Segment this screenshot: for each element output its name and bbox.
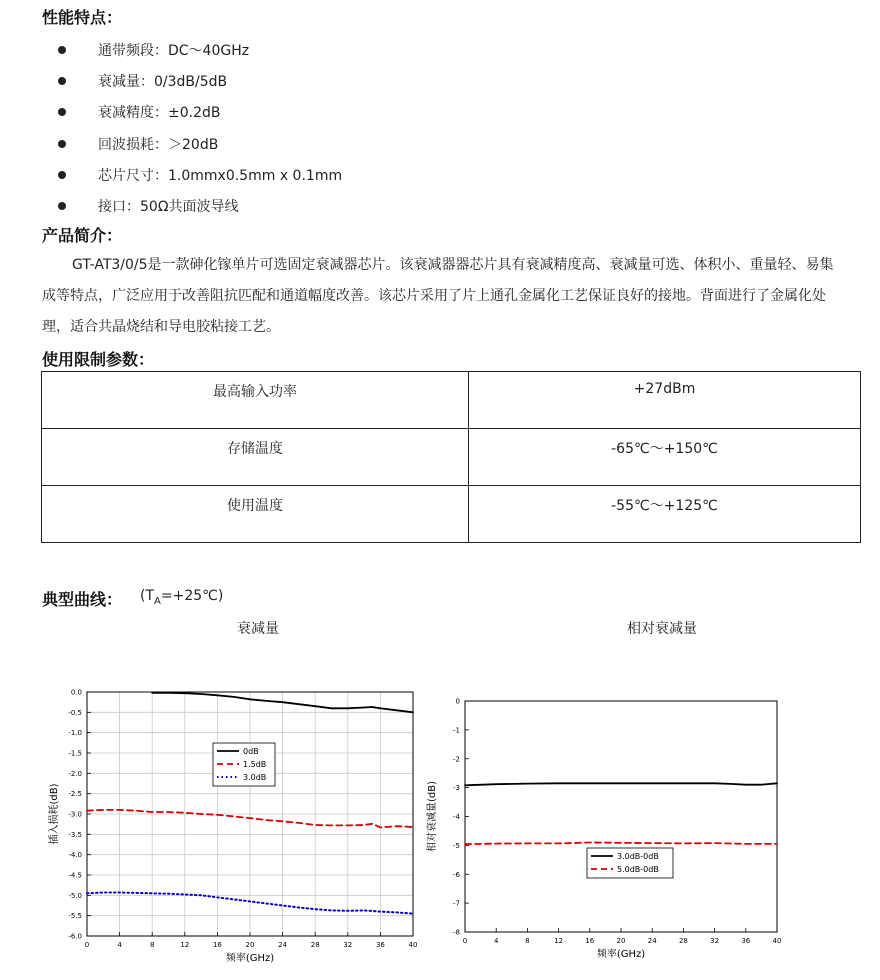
y-tick-label: 0 [455,697,460,706]
param-value: +27dBm [469,372,861,429]
attenuation-chart [0,680,440,980]
plot-frame [465,701,777,932]
y-tick-label: -2.0 [68,769,82,778]
feature-item: 芯片尺寸：1.0mmx0.5mm x 0.1mm [58,159,342,190]
x-tick-label: 4 [493,937,499,945]
legend-label: 1.5dB [243,760,267,769]
x-tick-label: 28 [678,937,688,945]
y-tick-label: -3 [453,784,460,793]
x-tick-label: 20 [245,941,255,949]
features-heading: 性能特点： [42,8,123,27]
y-tick-label: 0.0 [70,688,82,697]
y-tick-label: -5.5 [68,912,82,921]
legend-label: 3.0dB [243,773,267,782]
param-value: -65℃～+150℃ [469,429,861,486]
legend-label: 3.0dB-0dB [617,852,659,861]
y-tick-label: -4 [453,813,460,821]
y-tick-label: -1.5 [68,749,82,758]
intro-heading: 产品简介： [42,226,123,245]
legend-label: 0dB [243,747,259,756]
bullet-icon [58,108,66,116]
x-tick-label: 8 [525,937,530,945]
param-name: 存储温度 [42,429,469,486]
x-tick-label: 16 [212,941,222,949]
y-tick-label: -6.0 [68,932,82,941]
y-tick-label: -4.5 [68,871,82,880]
y-tick-label: -2.5 [68,790,82,799]
x-tick-label: 24 [647,937,657,945]
bullet-icon [58,77,66,85]
y-axis-label: 相对衰减量(dB) [427,780,438,853]
series-line [465,843,777,845]
x-tick-label: 8 [149,941,155,949]
y-tick-label: -4.0 [68,851,82,860]
y-tick-label: -7 [453,899,460,908]
x-tick-label: 12 [180,941,190,949]
feature-item: 接口：50Ω共面波导线 [58,190,342,221]
y-tick-label: -3.5 [68,830,82,839]
y-tick-label: -3.0 [68,810,82,819]
x-tick-label: 32 [710,937,720,945]
param-name: 使用温度 [42,486,469,543]
x-tick-label: 32 [343,941,353,949]
legend-label: 5.0dB-0dB [617,865,659,874]
x-tick-label: 12 [554,937,564,945]
table-row [42,486,861,543]
y-tick-label: -5.0 [68,891,82,900]
table-row [42,429,861,486]
y-tick-label: -2 [453,755,460,764]
x-tick-label: 16 [585,937,595,945]
y-tick-label: -6 [453,870,460,879]
curves-heading: 典型曲线： [42,590,123,609]
feature-item: 衰减精度：±0.2dB [58,97,342,128]
param-value: -55℃～+125℃ [469,486,861,543]
y-axis-label: 插入损耗(dB) [49,783,60,845]
bullet-icon [58,171,66,179]
bullet-icon [58,202,66,210]
y-tick-label: -0.5 [68,708,82,717]
test-condition: $(T_A=+25℃)$ [140,588,224,607]
y-tick-label: -5 [453,841,460,850]
table-row [42,372,861,429]
x-tick-label: 36 [375,941,385,949]
x-tick-label: 0 [462,937,468,945]
x-tick-label: 40 [408,941,418,949]
limits-heading: 使用限制参数： [42,350,155,369]
feature-item: 回波损耗：＞20dB [58,128,342,159]
intro-text: GT-AT3/0/5是一款砷化镓单片可选固定衰减器芯片。该衰减器器芯片具有衰减精度高、衰减量可选、体积小、重量轻、易集成等特点，广泛应用于改善阻抗匹配和通道幅度改善。该芯片采用了片上通孔金属化工艺保证良好的接地。背面进行了金属化处理，适合共晶烧结和导电胶粘接工艺。 [42,257,834,335]
x-tick-label: 24 [278,941,288,949]
bullet-icon [58,46,66,54]
relative-attenuation-chart [420,680,860,980]
bullet-icon [58,140,66,148]
x-axis-label: 频率(GHz) [596,949,646,960]
feature-item: 衰减量：0/3dB/5dB [58,65,342,96]
x-tick-label: 28 [310,941,320,949]
limits-table [41,371,861,543]
x-tick-label: 4 [117,941,122,949]
features-list [58,34,342,222]
y-tick-label: -8 [453,928,460,937]
feature-item: 通带频段：DC～40GHz [58,34,342,65]
x-tick-label: 36 [741,937,751,945]
param-name: 最高输入功率 [42,372,469,429]
chart-title-attenuation: 衰减量 [237,621,279,637]
x-axis-label: 频率(GHz) [225,953,275,964]
x-tick-label: 40 [772,937,782,945]
x-tick-label: 20 [616,937,626,945]
y-tick-label: -1 [453,726,460,735]
y-tick-label: -1.0 [68,729,82,738]
series-line [465,783,777,785]
chart-title-relative: 相对衰减量 [627,621,697,637]
x-tick-label: 0 [84,941,90,949]
